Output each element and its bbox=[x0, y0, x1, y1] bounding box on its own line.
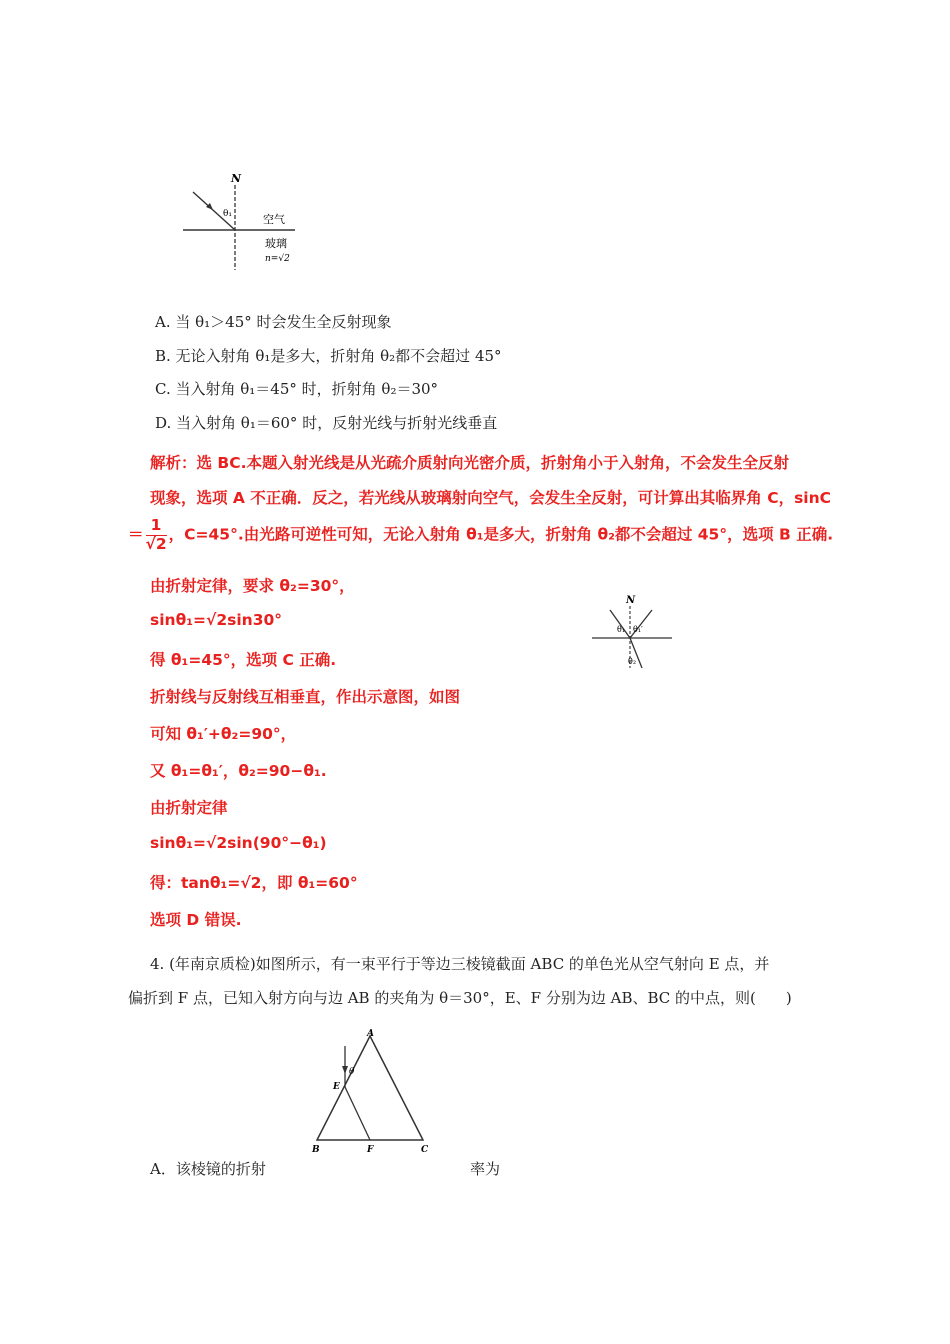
solution-step-10: 选项 D 错误. bbox=[150, 911, 242, 929]
solution-step-4: 折射线与反射线互相垂直，作出示意图，如图 bbox=[150, 688, 461, 706]
air-label: 空气 bbox=[263, 213, 285, 226]
option-c: C. 当入射角 θ₁＝45° 时，折射角 θ₂＝30° bbox=[155, 380, 439, 398]
solution-step-8: sinθ₁=√2sin(90°−θ₁) bbox=[150, 834, 327, 852]
question-4-line-2: 偏折到 F 点，已知入射方向与边 AB 的夹角为 θ＝30°，E、F 分别为边 AB、BC 的中点，则( ) bbox=[128, 989, 792, 1007]
solution-step-5: 可知 θ₁′+θ₂=90°， bbox=[150, 725, 297, 743]
solution-step-7: 由折射定律 bbox=[150, 799, 228, 817]
fraction-one-over-root2 bbox=[146, 518, 167, 552]
prism-figure bbox=[305, 1028, 435, 1156]
normal-label: N bbox=[626, 595, 636, 606]
angle2-label: θ₂ bbox=[628, 657, 637, 666]
equals-sign: ＝ bbox=[128, 525, 144, 544]
solution-line-1: 解析：选 BC.本题入射光线是从光疏介质射向光密介质，折射角小于入射角，不会发生全反射 bbox=[150, 454, 789, 472]
option-d: D. 当入射角 θ₁＝60° 时，反射光线与折射光线垂直 bbox=[155, 414, 498, 432]
angle-label: θ₁ bbox=[223, 209, 233, 219]
point-f-label: F bbox=[367, 1145, 374, 1155]
vertex-c-label: C bbox=[421, 1145, 429, 1155]
fraction-denominator: √2 bbox=[145, 534, 167, 553]
vertex-b-label: B bbox=[312, 1145, 320, 1155]
option-a: A. 当 θ₁＞45° 时会发生全反射现象 bbox=[155, 313, 392, 331]
solution-line-2: 现象，选项 A 不正确．反之，若光线从玻璃射向空气，会发生全反射，可计算出其临界角 C，sinC bbox=[150, 489, 832, 507]
reflection-refraction-figure bbox=[588, 592, 678, 672]
vertex-a-label: A bbox=[367, 1029, 374, 1039]
solution-step-3: 得 θ₁=45°，选项 C 正确. bbox=[150, 651, 337, 669]
angle1-label: θ₁ bbox=[617, 625, 626, 634]
q4-option-a-left: A．该棱镜的折射 bbox=[150, 1160, 266, 1178]
solution-step-9: 得：tanθ₁=√2，即 θ₁=60° bbox=[150, 874, 358, 892]
angle1-prime-label: θ₁′ bbox=[633, 625, 643, 634]
solution-step-1: 由折射定律，要求 θ₂=30°， bbox=[150, 577, 355, 595]
ray-arrow bbox=[342, 1066, 348, 1074]
solution-line-3-rest: ，C=45°.由光路可逆性可知，无论入射角 θ₁是多大，折射角 θ₂都不会超过 45°，选项 B 正确. bbox=[168, 525, 834, 544]
option-b: B. 无论入射角 θ₁是多大，折射角 θ₂都不会超过 45° bbox=[155, 347, 502, 365]
theta-label: θ bbox=[349, 1067, 355, 1077]
fraction-numerator: 1 bbox=[146, 518, 167, 536]
refraction-figure-air-glass bbox=[175, 170, 305, 275]
question-4-line-1: 4. (年南京质检)如图所示，有一束平行于等边三棱镜截面 ABC 的单色光从空气射向 E 点，并 bbox=[150, 955, 770, 973]
refracted-ray bbox=[345, 1087, 370, 1140]
point-e-label: E bbox=[333, 1082, 340, 1092]
glass-label: 玻璃 bbox=[265, 237, 287, 250]
index-label: n=√2 bbox=[265, 254, 290, 264]
normal-label: N bbox=[231, 172, 242, 185]
solution-line-3 bbox=[128, 518, 833, 552]
solution-step-2: sinθ₁=√2sin30° bbox=[150, 611, 283, 629]
solution-step-6: 又 θ₁=θ₁′，θ₂=90−θ₁. bbox=[150, 762, 327, 780]
q4-option-a-right: 率为 bbox=[470, 1160, 501, 1178]
